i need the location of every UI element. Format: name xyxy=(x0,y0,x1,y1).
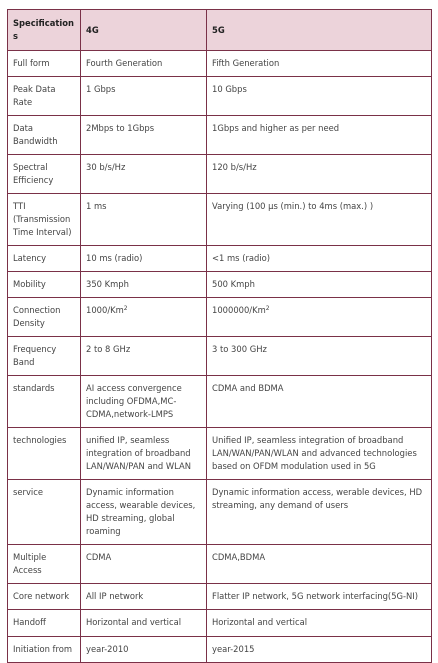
5g-value: 1000000/Km xyxy=(212,305,266,316)
4g-cell: unified IP, seamless integration of broadband LAN/WAN/PAN and WLAN xyxy=(81,428,207,480)
4g-cell: 30 b/s/Hz xyxy=(81,155,207,194)
4g-cell: 2Mbps to 1Gbps xyxy=(81,116,207,155)
spec-cell: Initiation from xyxy=(8,636,81,662)
5g-cell: <1 ms (radio) xyxy=(207,246,432,272)
5g-cell: CDMA,BDMA xyxy=(207,545,432,584)
spec-cell: Spectral Efficiency xyxy=(8,155,81,194)
4g-cell: Horizontal and vertical xyxy=(81,610,207,636)
table-body xyxy=(8,51,432,662)
4g-cell: Fourth Generation xyxy=(81,51,207,77)
table-row xyxy=(8,77,432,116)
table-header xyxy=(8,10,432,51)
4g-cell: 1 ms xyxy=(81,194,207,246)
spec-cell: Peak Data Rate xyxy=(8,77,81,116)
5g-cell: Unified IP, seamless integration of broadband LAN/WAN/PAN/WLAN and advanced technologies based on OFDM modulation used in 5G xyxy=(207,428,432,480)
superscript-exponent: 2 xyxy=(123,305,128,313)
table-row xyxy=(8,428,432,480)
5g-cell: CDMA and BDMA xyxy=(207,376,432,428)
4g-value: 1000/Km xyxy=(86,305,124,316)
table-row xyxy=(8,545,432,584)
table-row xyxy=(8,376,432,428)
spec-cell: technologies xyxy=(8,428,81,480)
4g-cell: 2 to 8 GHz xyxy=(81,337,207,376)
5g-cell: 500 Kmph xyxy=(207,272,432,298)
table-row xyxy=(8,636,432,662)
table-row xyxy=(8,246,432,272)
spec-cell: Multiple Access xyxy=(8,545,81,584)
spec-cell: Mobility xyxy=(8,272,81,298)
comparison-table xyxy=(7,9,432,663)
4g-cell: 10 ms (radio) xyxy=(81,246,207,272)
5g-cell: 3 to 300 GHz xyxy=(207,337,432,376)
spec-cell: Connection Density xyxy=(8,298,81,337)
table-row xyxy=(8,584,432,610)
5g-cell: 120 b/s/Hz xyxy=(207,155,432,194)
4g-cell xyxy=(81,298,207,337)
header-5g: 5G xyxy=(207,10,432,51)
5g-cell: Varying (100 µs (min.) to 4ms (max.) ) xyxy=(207,194,432,246)
5g-cell: Fifth Generation xyxy=(207,51,432,77)
table-row xyxy=(8,51,432,77)
4g-cell: 350 Kmph xyxy=(81,272,207,298)
4g-cell: Dynamic information access, wearable devices, HD streaming, global roaming xyxy=(81,480,207,545)
header-specifications: Specifications xyxy=(8,10,81,51)
5g-cell: Horizontal and vertical xyxy=(207,610,432,636)
superscript-exponent: 2 xyxy=(265,305,270,313)
5g-cell xyxy=(207,298,432,337)
4g-cell: 1 Gbps xyxy=(81,77,207,116)
table-row xyxy=(8,480,432,545)
spec-cell: Core network xyxy=(8,584,81,610)
spec-cell: standards xyxy=(8,376,81,428)
table-row xyxy=(8,298,432,337)
spec-cell: Latency xyxy=(8,246,81,272)
4g-cell: AI access convergence including OFDMA,MC-CDMA,network-LMPS xyxy=(81,376,207,428)
table-row xyxy=(8,610,432,636)
4g-cell: CDMA xyxy=(81,545,207,584)
4g-cell: year-2010 xyxy=(81,636,207,662)
4g-cell: All IP network xyxy=(81,584,207,610)
5g-cell: Dynamic information access, werable devices, HD streaming, any demand of users xyxy=(207,480,432,545)
5g-cell: Flatter IP network, 5G network interfacing(5G-NI) xyxy=(207,584,432,610)
spec-cell: Handoff xyxy=(8,610,81,636)
table-row xyxy=(8,194,432,246)
table-row xyxy=(8,337,432,376)
table-row xyxy=(8,155,432,194)
5g-cell: year-2015 xyxy=(207,636,432,662)
5g-cell: 10 Gbps xyxy=(207,77,432,116)
spec-cell: service xyxy=(8,480,81,545)
spec-cell: Frequency Band xyxy=(8,337,81,376)
spec-cell: Full form xyxy=(8,51,81,77)
header-4g: 4G xyxy=(81,10,207,51)
spec-cell: Data Bandwidth xyxy=(8,116,81,155)
table-row xyxy=(8,116,432,155)
header-row xyxy=(8,10,432,51)
5g-cell: 1Gbps and higher as per need xyxy=(207,116,432,155)
table-row xyxy=(8,272,432,298)
spec-cell: TTI (Transmission Time Interval) xyxy=(8,194,81,246)
comparison-table-container xyxy=(7,9,431,663)
